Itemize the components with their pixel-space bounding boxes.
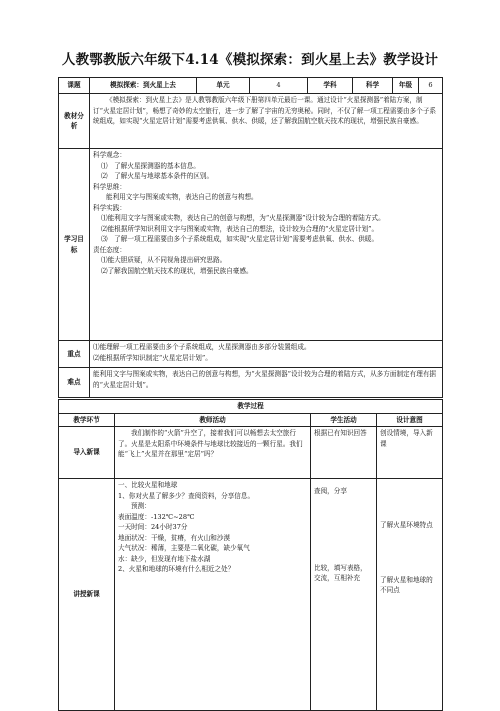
lecture-line: 预测： (131, 502, 151, 510)
student-activity-2: 比较，填写表格，交流，互相补充 (314, 563, 367, 582)
objectives-content (90, 149, 443, 341)
lecture-line: 1、你对火星了解多少？查阅资料，分享信息。 (118, 491, 255, 500)
lecture-line: 一天时间：24小时37分 (118, 523, 188, 531)
topic-value: 模拟探索：到火星上去 (90, 78, 197, 94)
subject-value: 科学 (353, 78, 393, 94)
difficulties-label: 难点 (59, 368, 90, 398)
objective-line: ⑵了解我国航空航天技术的现状，增强民族自豪感。 (101, 266, 253, 275)
key-point-line: ⑵能根据所学知识制定“火星定居计划”。 (93, 353, 212, 362)
intro-intent: 创设情境，导入新课 (377, 427, 443, 479)
lecture-teacher (115, 479, 311, 711)
objective-line: ⑵能根据所学知识利用文字与图案或实物，表达自己的想法，设计较为合理的“火星定居计划”。 (101, 224, 379, 233)
header-teacher: 教师活动 (115, 413, 311, 427)
key-points-content (90, 341, 443, 368)
lecture-line: 地面状况：干燥，贫瘠，有火山和沙漠 (118, 533, 231, 542)
objective-line: 责任态度： (93, 245, 126, 254)
lecture-line: 一、比较火星和地球 (118, 481, 178, 489)
objective-line: ⑴能利用文字与图案或实物，表达自己的创意与构想，为“火星探测器”设计较为合理的着陆方式。 (101, 214, 385, 222)
analysis-label: 教材分析 (59, 94, 90, 149)
objective-line: 能利用文字与图案或实物，表达自己的创意与构想。 (106, 193, 258, 201)
intro-student: 根据已有知识回答 (311, 427, 377, 479)
lecture-line: 表面温度：-132℃~28℃ (118, 512, 195, 521)
lecture-stage: 讲授新课 (59, 479, 115, 711)
process-title: 教学过程 (59, 400, 443, 414)
header-intent: 设计意图 (377, 413, 443, 427)
student-activity-1: 查阅，分享 (314, 487, 347, 495)
difficulties-text: 能利用文字与图案或实物，表达自己的创意与构想，为“火星探测器”设计较为合理的着陆方式，从多方面制定有理有据的“火星定居计划”。 (90, 368, 443, 398)
lecture-line: 2、火星和地球的环境有什么相近之处？ (118, 565, 235, 573)
lecture-line: 大气状况：稀薄，主要是二氧化碳，缺少氧气 (118, 544, 250, 552)
intent-1: 了解火星环境特点 (380, 521, 433, 529)
grade-value: 6 (419, 78, 443, 94)
teaching-process-table (58, 399, 443, 711)
objective-line: 科学思维： (93, 182, 126, 191)
key-points-label: 重点 (59, 341, 90, 368)
lecture-line: 水：缺少，但发现有地下盐水湖 (118, 554, 211, 563)
header-stage: 教学环节 (59, 413, 115, 427)
objective-line: ⑶ 了解一项工程需要由多个子系统组成，如实现“火星定居计划”需要考虑供氧、供水、供暖。 (101, 235, 379, 243)
key-point-line: ⑴能理解一项工程需要由多个子系统组成，火星探测器由多部分装置组成。 (93, 343, 311, 351)
subject-label: 学科 (308, 78, 353, 94)
lecture-intent (377, 479, 443, 711)
document-title: 人教鄂教版六年级下4.14《模拟探索：到火星上去》教学设计 (61, 52, 439, 68)
objective-line: ⑵ 了解火星与地球基本条件的区别。 (101, 172, 214, 180)
topic-label: 课题 (59, 78, 90, 94)
analysis-text: 《模拟探索：到火星上去》是人教鄂教版六年级下册第四单元最后一课。通过设计“火星探测器”着陆方案，制订“火星定居计划”，畅想了奇妙的太空旅行，进一步了解了宇宙的无穷奥秘。同时，不仅了解一项工程需要由多个子系统组成，如实现“火星定居计划”需要考虑供氧、供水、供暖，还了解我国航空航天技术的现状，增强民族自豪感。 (90, 94, 443, 149)
intro-teacher: 我们制作的“火箭”升空了，接着我们可以畅想去太空旅行了。火星是太阳系中环境条件与地球比较接近的一颗行星。我们能“飞上”火星并在那里“定居”吗？ (115, 427, 311, 479)
unit-label: 单元 (197, 78, 250, 94)
intent-2: 了解火星和地球的不同点 (380, 575, 433, 594)
objectives-label: 学习目标 (59, 149, 90, 341)
objective-line: 科学实践： (93, 203, 126, 212)
intro-stage: 导入新课 (59, 427, 115, 479)
objective-line: ⑴能大胆质疑，从不同视角提出研究思路。 (101, 256, 227, 264)
objective-line: ⑴ 了解火星探测器的基本信息。 (101, 161, 200, 170)
header-student: 学生活动 (311, 413, 377, 427)
grade-label: 年级 (393, 78, 419, 94)
lesson-info-table (58, 77, 443, 398)
objective-line: 科学观念： (93, 151, 126, 159)
lecture-student (311, 479, 377, 711)
unit-value: 4 (250, 78, 308, 94)
